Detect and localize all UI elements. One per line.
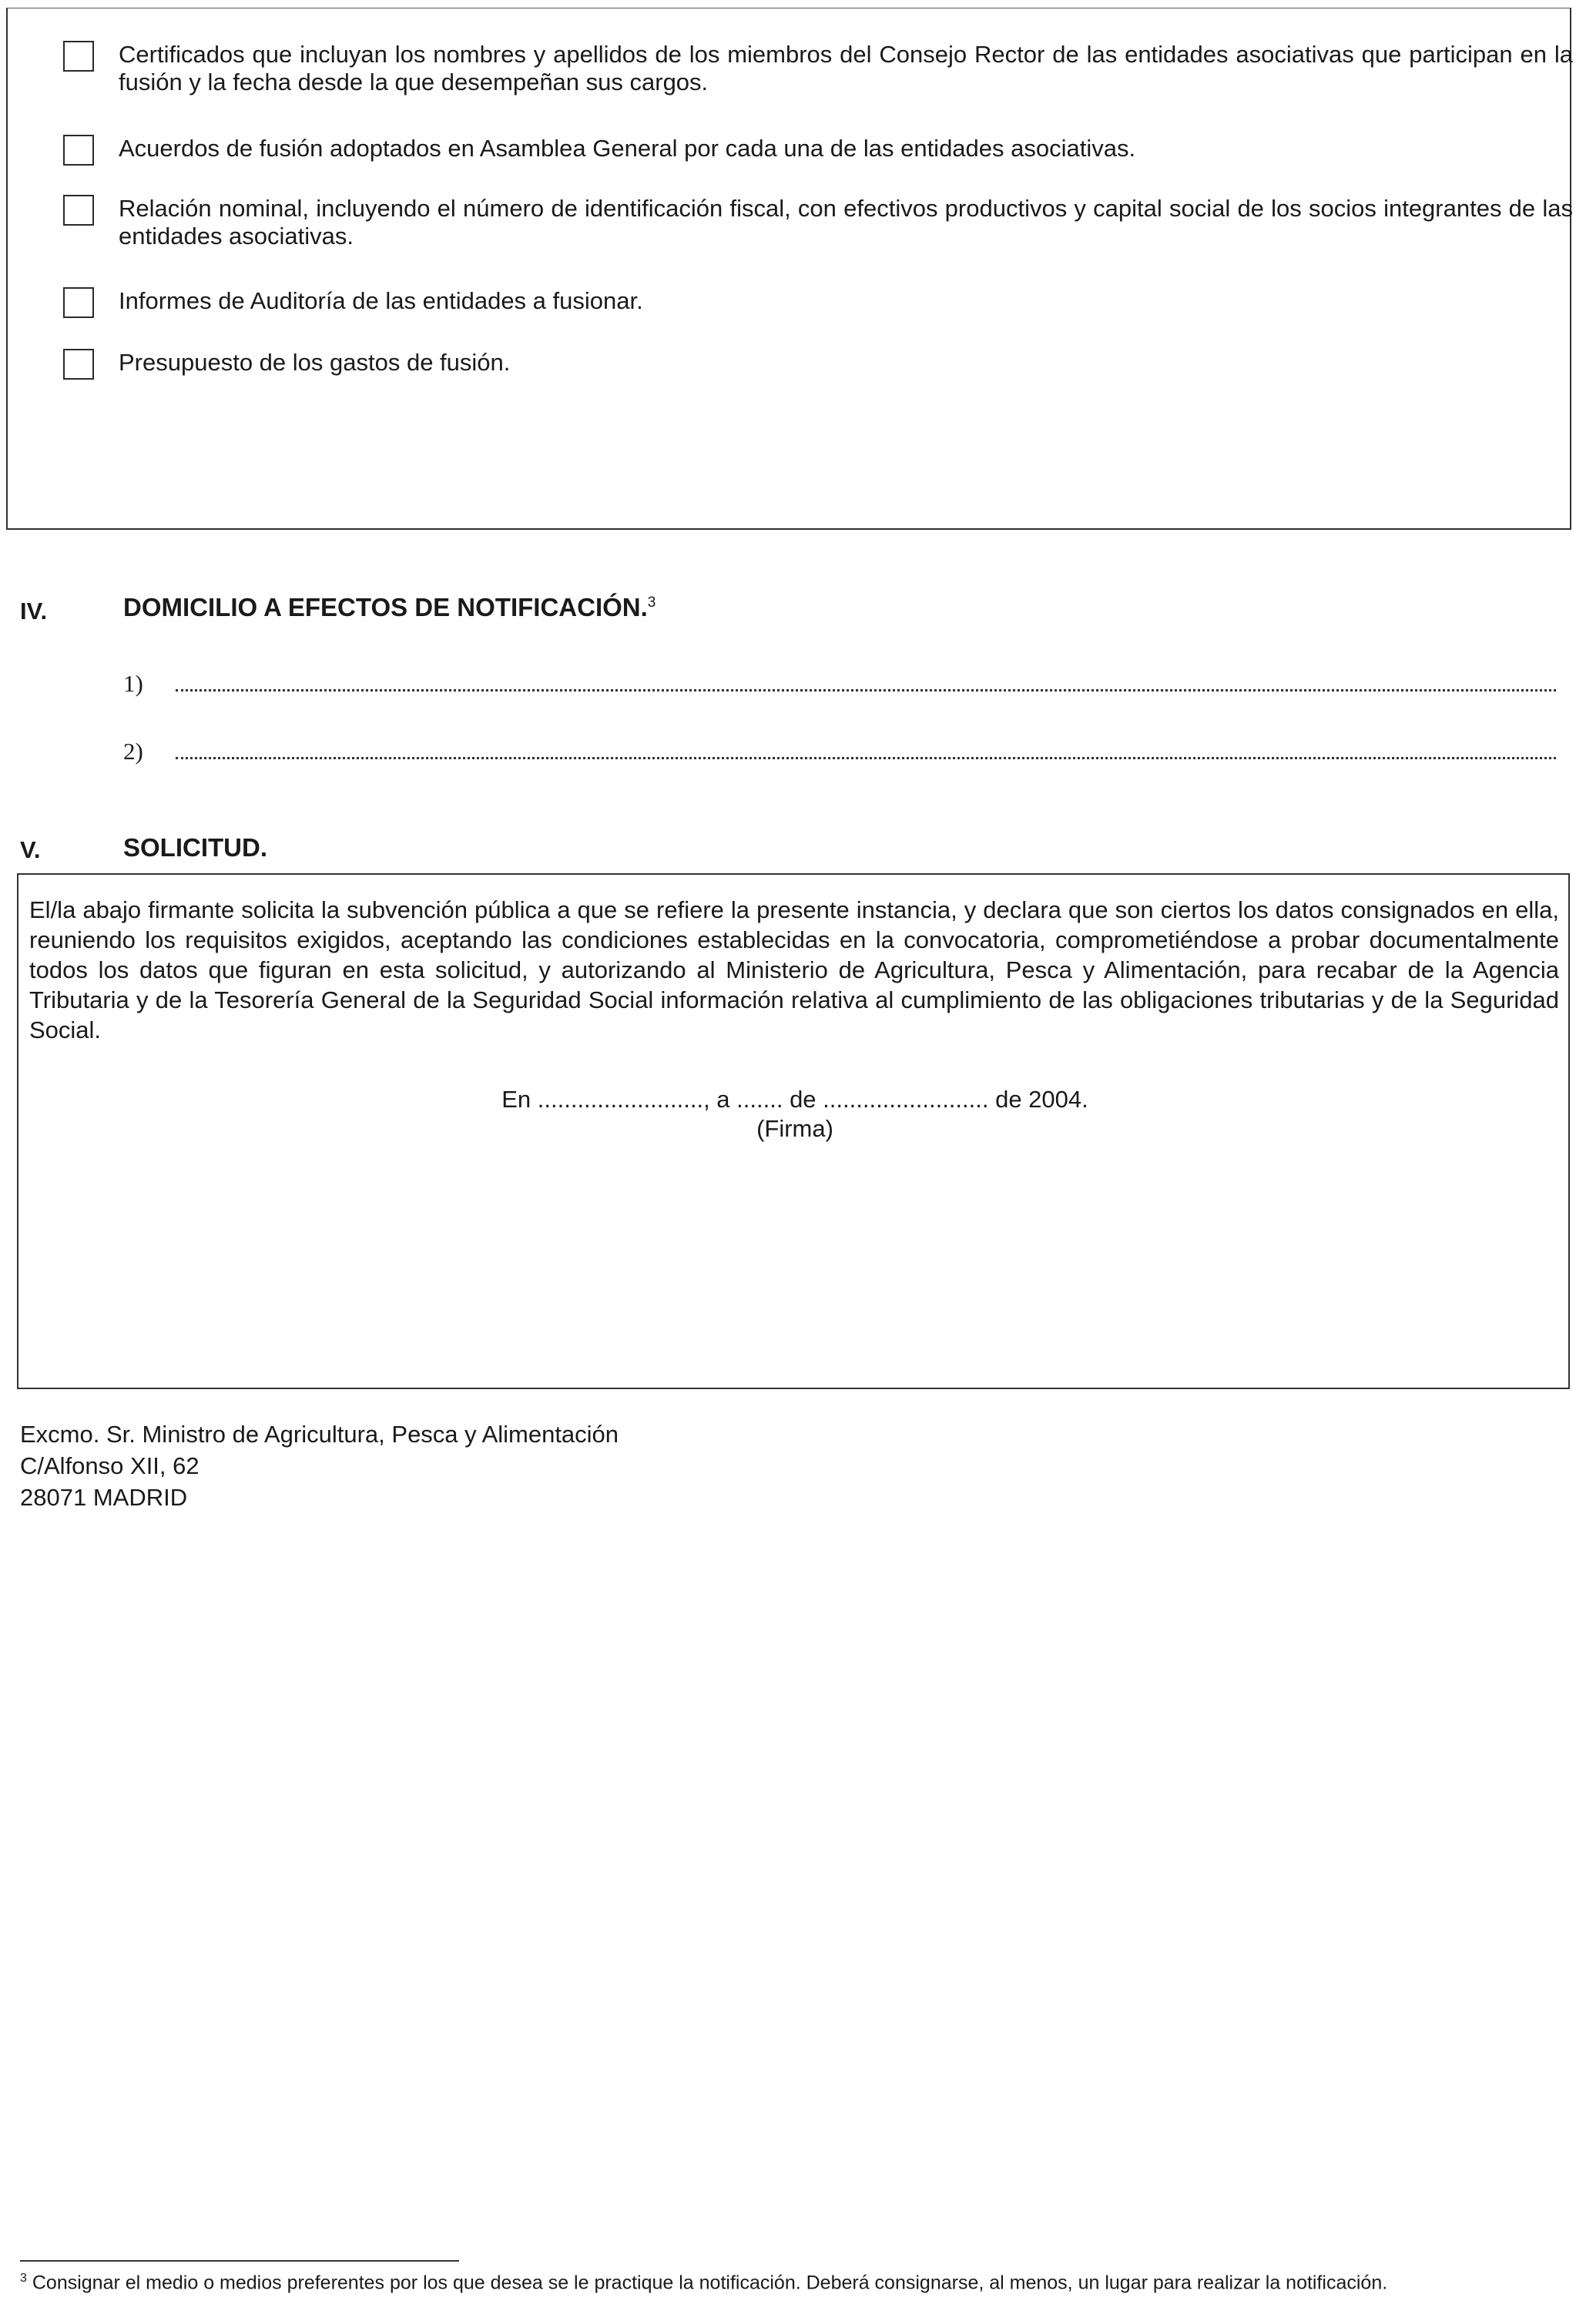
checklist-item-label: Certificados que incluyan los nombres y apellidos de los miembros del Consejo Rector de las entidades asociativas que participan en la fusión y la fecha desde la que desempeñan sus cargos. (119, 41, 1573, 95)
footnote-text: Consignar el medio o medios preferentes por los que desea se le practique la notificación. Deberá consignarse, al menos, un lugar para realizar la notificación. (32, 2272, 1388, 2294)
checkbox[interactable] (63, 287, 94, 318)
section-title-domicilio (123, 593, 656, 622)
footnote-number: 3 (20, 2272, 27, 2285)
checklist-item-relacion-nominal (63, 195, 1573, 250)
address-line-2[interactable] (123, 738, 1556, 765)
footnote-rule (20, 2260, 459, 2262)
section-title-text: DOMICILIO A EFECTOS DE NOTIFICACIÓN. (123, 593, 648, 621)
checklist-item-label: Informes de Auditoría de las entidades a fusionar. (119, 287, 643, 314)
dotted-fill-line (176, 757, 1556, 759)
checklist-item-label: Acuerdos de fusión adoptados en Asamblea General por cada una de las entidades asociativas. (119, 135, 1136, 162)
checklist-item-label: Relación nominal, incluyendo el número de identificación fiscal, con efectivos productivos y capital social de los socios integrantes de las entidades asociativas. (119, 195, 1573, 249)
signature-label: (Firma) (756, 1115, 833, 1142)
section-title-solicitud: SOLICITUD. (123, 833, 267, 862)
checklist-item-informes-auditoria (63, 287, 1573, 315)
footnote (20, 2265, 1568, 2296)
address-line-number: 1) (123, 670, 143, 697)
section-number-v: V. (20, 836, 41, 863)
checklist-item-presupuesto (63, 349, 1573, 377)
footnote-reference: 3 (647, 594, 656, 611)
address-line: C/Alfonso XII, 62 (20, 1452, 200, 1479)
address-line-1[interactable] (123, 670, 1556, 698)
address-line-number: 2) (123, 738, 143, 765)
checkbox[interactable] (63, 195, 94, 226)
solicitud-box (17, 873, 1570, 1389)
address-line: 28071 MADRID (20, 1484, 188, 1511)
document-checklist-box (6, 8, 1571, 530)
section-number-iv: IV. (20, 598, 48, 625)
solicitud-body-text: El/la abajo firmante solicita la subvención pública a que se refiere la presente instancia, y declara que son ciertos los datos consignados en ella, reuniendo los requisitos exigidos, aceptando las condiciones establecidas en la convocatoria, comprometiéndose a probar documentalmente todos los datos que figuran en esta solicitud, y autorizando al Ministerio de Agricultura, Pesca y Alimentación, para recabar de la Agencia Tributaria y de la Tesorería General de la Seguridad Social información relativa al cumplimiento de las obligaciones tributarias y de la Seguridad Social. (29, 896, 1559, 1043)
checklist-item-acuerdos (63, 135, 1573, 162)
address-line: Excmo. Sr. Ministro de Agricultura, Pesca y Alimentación (20, 1421, 619, 1448)
checkbox[interactable] (63, 41, 94, 72)
checkbox[interactable] (63, 135, 94, 166)
checkbox[interactable] (63, 349, 94, 380)
signature-date-line[interactable]: En ........................., a ....... de ......................... de 2004. (501, 1086, 1088, 1113)
dotted-fill-line (176, 689, 1556, 692)
recipient-address (20, 1418, 619, 1513)
checklist-item-label: Presupuesto de los gastos de fusión. (119, 349, 511, 376)
checklist-item-certificados (63, 41, 1573, 96)
